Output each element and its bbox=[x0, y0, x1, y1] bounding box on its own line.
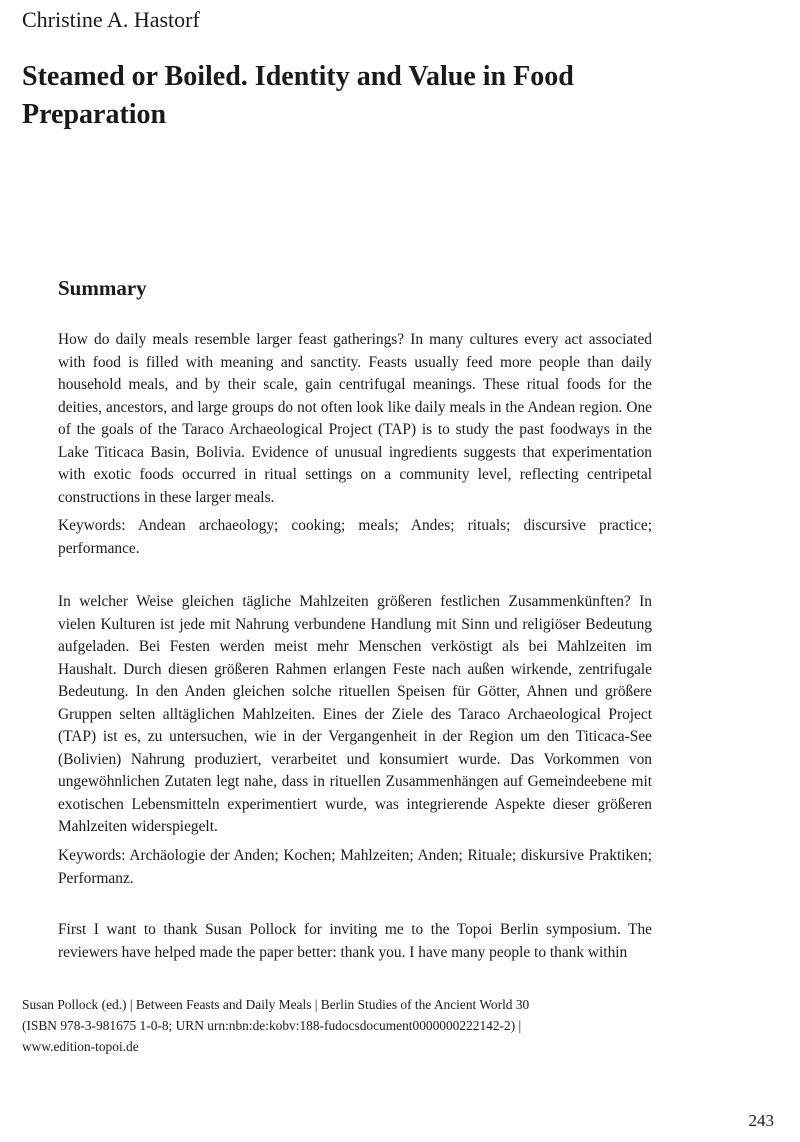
footer-identifiers: (ISBN 978-3-981675 1-0-8; URN urn:nbn:de:kobv:188-fudocsdocument0000000222142-2) | bbox=[22, 1018, 522, 1033]
paper-title: Steamed or Boiled. Identity and Value in Food Preparation bbox=[22, 61, 574, 130]
keywords-english: Keywords: Andean archaeology; cooking; meals; Andes; rituals; discursive practice; performance. bbox=[58, 517, 652, 557]
acknowledgement-footnote: First I want to thank Susan Pollock for inviting me to the Topoi Berlin symposium. The reviewers have helped made the paper better: thank you. I have many people to thank within bbox=[58, 921, 652, 961]
publication-footer bbox=[22, 994, 622, 1057]
footer-website: www.edition-topoi.de bbox=[22, 1039, 139, 1054]
keywords-german: Keywords: Archäologie der Anden; Kochen; Mahlzeiten; Anden; Rituale; diskursive Praktiken; Performanz. bbox=[58, 847, 652, 887]
summary-english: How do daily meals resemble larger feast gatherings? In many cultures every act associated with food is filled with meaning and sanctity. Feasts usually feed more people than daily household meals, and by their scale, gain centrifugal meanings. These ritual foods for the deities, ancestors, and large groups do not often look like daily meals in the Andean region. One of the goals of the Taraco Archaeological Project (TAP) is to study the past foodways in the Lake Titicaca Basin, Bolivia. Evidence of unusual ingredients suggests that experimentation with exotic foods occurred in ritual settings on a community level, reflecting centripetal constructions in these larger meals. bbox=[58, 331, 652, 506]
author-name: Christine A. Hastorf bbox=[22, 7, 200, 32]
summary-heading: Summary bbox=[58, 276, 147, 300]
page-number: 243 bbox=[748, 1111, 774, 1130]
summary-german: In welcher Weise gleichen tägliche Mahlzeiten größeren festlichen Zusammenkünften? In vielen Kulturen ist jede mit Nahrung verbundene Handlung mit Sinn und religiöser Bedeutung aufgeladen. Bei Festen werden meist mehr Menschen verköstigt als bei Mahlzeiten im Haushalt. Durch diesen größeren Rahmen erlangen Feste nach außen wirkende, zentrifugale Bedeutung. In den Anden gleichen solche rituellen Speisen für Götter, Ahnen und größere Gruppen selten alltäglichen Mahlzeiten. Eines der Ziele des Taraco Archaeological Project (TAP) ist es, zu untersuchen, wie in der Vergangenheit in der Region um den Titicaca-See (Bolivien) Nahrung produziert, verarbeitet und konsumiert wurde. Das Vorkommen von ungewöhnlichen Zutaten legt nahe, dass in rituellen Zusammenhängen auf Gemeindeebene mit exotischen Lebensmitteln experimentiert wurde, was integrierende Aspekte dieser größeren Mahlzeiten widerspiegelt. bbox=[58, 593, 652, 835]
footer-citation: Susan Pollock (ed.) | Between Feasts and Daily Meals | Berlin Studies of the Ancient World 30 bbox=[22, 997, 530, 1012]
